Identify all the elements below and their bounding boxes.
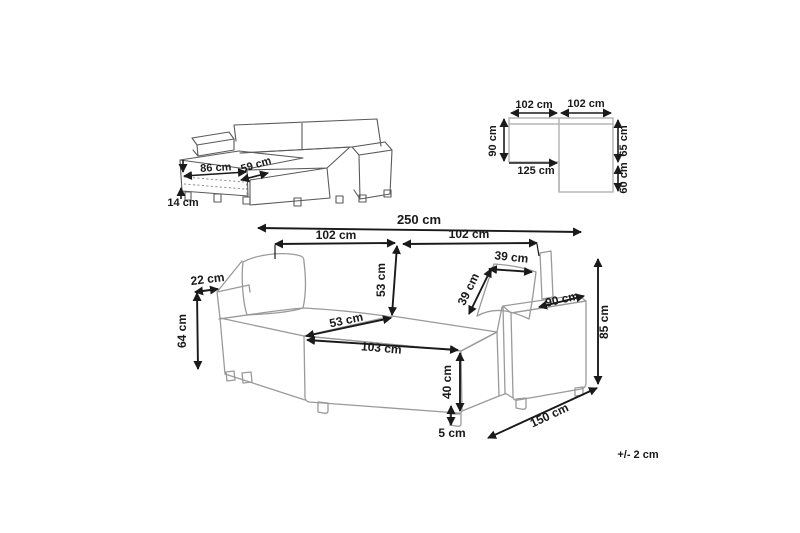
dim-line-armrest-front-height: [197, 293, 198, 369]
dim-line-overall-width: [258, 228, 581, 232]
dim-schem-chaise-total-label: 125 cm: [517, 165, 555, 177]
dim-line-backrest-height: [392, 246, 397, 315]
dim-overall-depth-label: 150 cm: [527, 400, 571, 431]
dim-seat-depth-label: 53 cm: [328, 309, 365, 331]
dim-line-section-right: [403, 243, 537, 244]
dim-armrest-front-height-label: 64 cm: [175, 313, 189, 349]
dim-schem-chaise-lower-label: 60 cm: [618, 162, 630, 194]
dim-armrest-depth-label: 90 cm: [543, 288, 581, 310]
top-schematic: [487, 98, 630, 194]
dim-line-cushion-width: [489, 269, 532, 272]
dim-sketch-corner-depth-label: 59 cm: [239, 154, 273, 176]
dim-schem-depth-left-label: 90 cm: [487, 125, 499, 157]
dim-sketch-base-height-label: 14 cm: [167, 197, 199, 209]
dim-cushion-width-label: 39 cm: [493, 248, 530, 266]
side-sketch: [167, 119, 392, 209]
dim-ottoman-height-label: 40 cm: [440, 364, 454, 400]
dim-ottoman-width-label: 103 cm: [360, 339, 403, 357]
dim-line-armrest-top-width: [195, 289, 218, 292]
dim-leg-height-label: 5 cm: [438, 426, 466, 440]
dim-section-right-label: 102 cm: [448, 227, 490, 241]
dim-schem-width-left-label: 102 cm: [515, 99, 553, 111]
dim-sketch-seat-depth-label: 86 cm: [199, 161, 232, 175]
dim-line-section-left: [275, 243, 395, 244]
dim-overall-height-label: 85 cm: [597, 304, 611, 340]
dim-schem-chaise-upper-label: 65 cm: [618, 125, 630, 157]
dim-cushion-height-label: 39 cm: [454, 270, 483, 308]
main-drawing: [175, 212, 611, 440]
dim-schem-width-right-label: 102 cm: [567, 98, 605, 110]
dim-backrest-height-label: 53 cm: [374, 262, 388, 298]
dim-overall-width-label: 250 cm: [396, 212, 442, 227]
dim-armrest-top-width-label: 22 cm: [189, 270, 226, 289]
dim-section-left-label: 102 cm: [315, 228, 357, 242]
tolerance-note: +/- 2 cm: [617, 449, 659, 461]
